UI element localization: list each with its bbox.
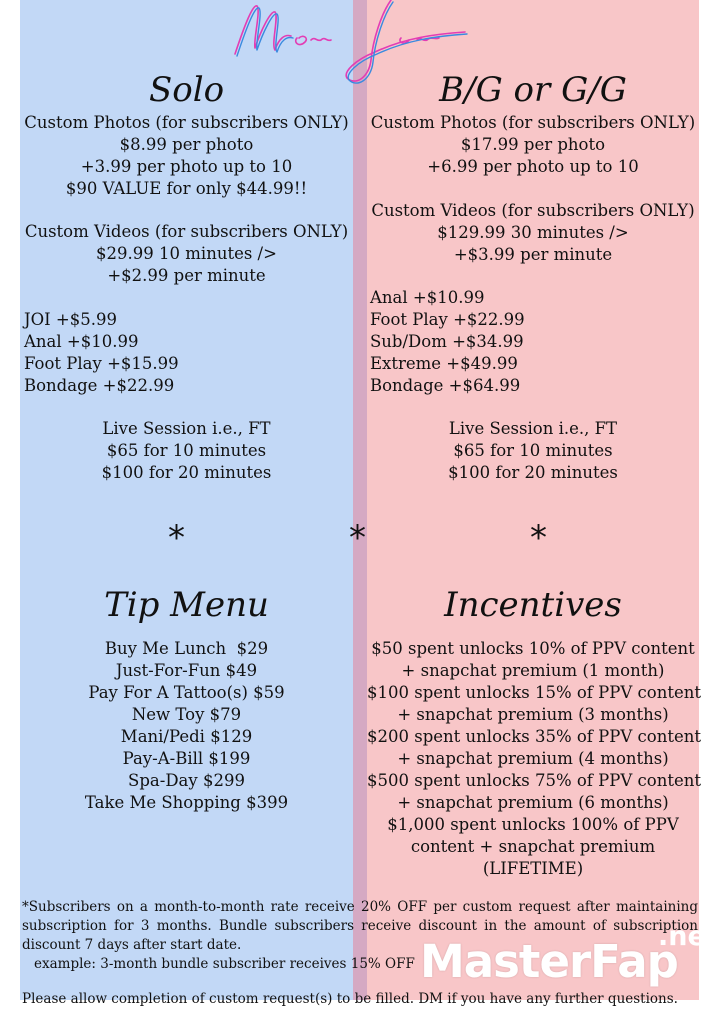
tip-menu-item: Mani/Pedi $129 xyxy=(120,727,253,746)
tip-menu-item: Pay For A Tattoo(s) $59 xyxy=(88,683,285,702)
bg-photo-price: $17.99 per photo xyxy=(460,135,606,154)
solo-custom-photos-title: Custom Photos (for subscribers ONLY) xyxy=(24,113,349,132)
separator-star: * xyxy=(530,518,547,558)
incentive-line: + snapchat premium (6 months) xyxy=(397,793,669,812)
bg-custom-videos-title: Custom Videos (for subscribers ONLY) xyxy=(371,201,695,220)
incentive-line: + snapchat premium (4 months) xyxy=(397,749,669,768)
tip-menu-heading: Tip Menu xyxy=(104,585,269,625)
incentives-heading: Incentives xyxy=(444,585,622,625)
solo-heading: Solo xyxy=(148,70,225,110)
tip-menu-item: Take Me Shopping $399 xyxy=(84,793,289,812)
incentive-line: + snapchat premium (1 month) xyxy=(401,661,665,680)
solo-photo-price: $8.99 per photo xyxy=(119,135,254,154)
bg-photo-extra: +6.99 per photo up to 10 xyxy=(427,157,639,176)
bg-video-extra: +$3.99 per minute xyxy=(453,245,613,264)
bg-live-title: Live Session i.e., FT xyxy=(448,419,618,438)
incentive-line: $100 spent unlocks 15% of PPV content xyxy=(367,683,701,702)
tip-menu-item: Pay-A-Bill $199 xyxy=(122,749,251,768)
footnote-paragraph: *Subscribers on a month-to-month rate receive 20% OFF per custom request after maintaining subscription for 3 months. Bundle subscribers receive discount in the amount of subscription discount 7 days after start date. xyxy=(22,899,698,953)
solo-video-extra: +$2.99 per minute xyxy=(107,266,266,285)
watermark-logo xyxy=(420,921,720,1000)
solo-live-20: $100 for 20 minutes xyxy=(101,463,272,482)
incentive-line: $500 spent unlocks 75% of PPV content xyxy=(367,771,701,790)
solo-photo-extra: +3.99 per photo up to 10 xyxy=(80,157,293,176)
solo-custom-videos-title: Custom Videos (for subscribers ONLY) xyxy=(24,222,349,241)
bg-addon-item: Foot Play +$22.99 xyxy=(370,310,525,329)
bg-live-20: $100 for 20 minutes xyxy=(448,463,618,482)
bg-video-price: $129.99 30 minutes /> xyxy=(437,223,629,242)
bg-addon-item: Sub/Dom +$34.99 xyxy=(370,332,524,351)
solo-live-10: $65 for 10 minutes xyxy=(106,441,267,460)
watermark-suffix: .net xyxy=(658,921,719,952)
solo-addon-item: Bondage +$22.99 xyxy=(24,376,175,395)
incentive-line: content + snapchat premium xyxy=(410,837,656,856)
solo-live-title: Live Session i.e., FT xyxy=(102,419,271,438)
tip-menu-item: New Toy $79 xyxy=(131,705,242,724)
bg-heading: B/G or G/G xyxy=(439,70,627,110)
incentive-line: $1,000 spent unlocks 100% of PPV xyxy=(387,815,679,834)
incentive-line: + snapchat premium (3 months) xyxy=(397,705,669,724)
separator-star: * xyxy=(168,518,185,558)
incentive-line: (LIFETIME) xyxy=(482,859,584,878)
solo-addon-item: Anal +$10.99 xyxy=(24,332,139,351)
panel-divider xyxy=(353,0,367,1000)
bg-addon-item: Anal +$10.99 xyxy=(370,288,485,307)
solo-video-price: $29.99 10 minutes /> xyxy=(96,244,277,263)
solo-addon-item: Foot Play +$15.99 xyxy=(24,354,179,373)
solo-addon-item: JOI +$5.99 xyxy=(24,310,117,329)
bg-custom-photos-title: Custom Photos (for subscribers ONLY) xyxy=(370,113,696,132)
footnote-cutoff: Please allow completion of custom request(s) to be filled. DM if you have any further questions. xyxy=(22,991,678,1007)
separator-star: * xyxy=(349,518,366,558)
tip-menu-item: Spa-Day $299 xyxy=(128,771,245,790)
incentive-line: $200 spent unlocks 35% of PPV content xyxy=(367,727,701,746)
solo-photo-value: $90 VALUE for only $44.99!! xyxy=(65,179,308,198)
bg-live-10: $65 for 10 minutes xyxy=(453,441,613,460)
bg-addon-item: Bondage +$64.99 xyxy=(370,376,521,395)
tip-menu-item: Buy Me Lunch $29 xyxy=(104,639,269,658)
footnote-example: example: 3-month bundle subscriber receives 15% OFF xyxy=(34,956,415,972)
tip-menu-item: Just-For-Fun $49 xyxy=(115,661,258,680)
incentive-line: $50 spent unlocks 10% of PPV content xyxy=(371,639,695,658)
watermark-text: MasterFap xyxy=(420,935,678,988)
bg-addon-item: Extreme +$49.99 xyxy=(370,354,518,373)
